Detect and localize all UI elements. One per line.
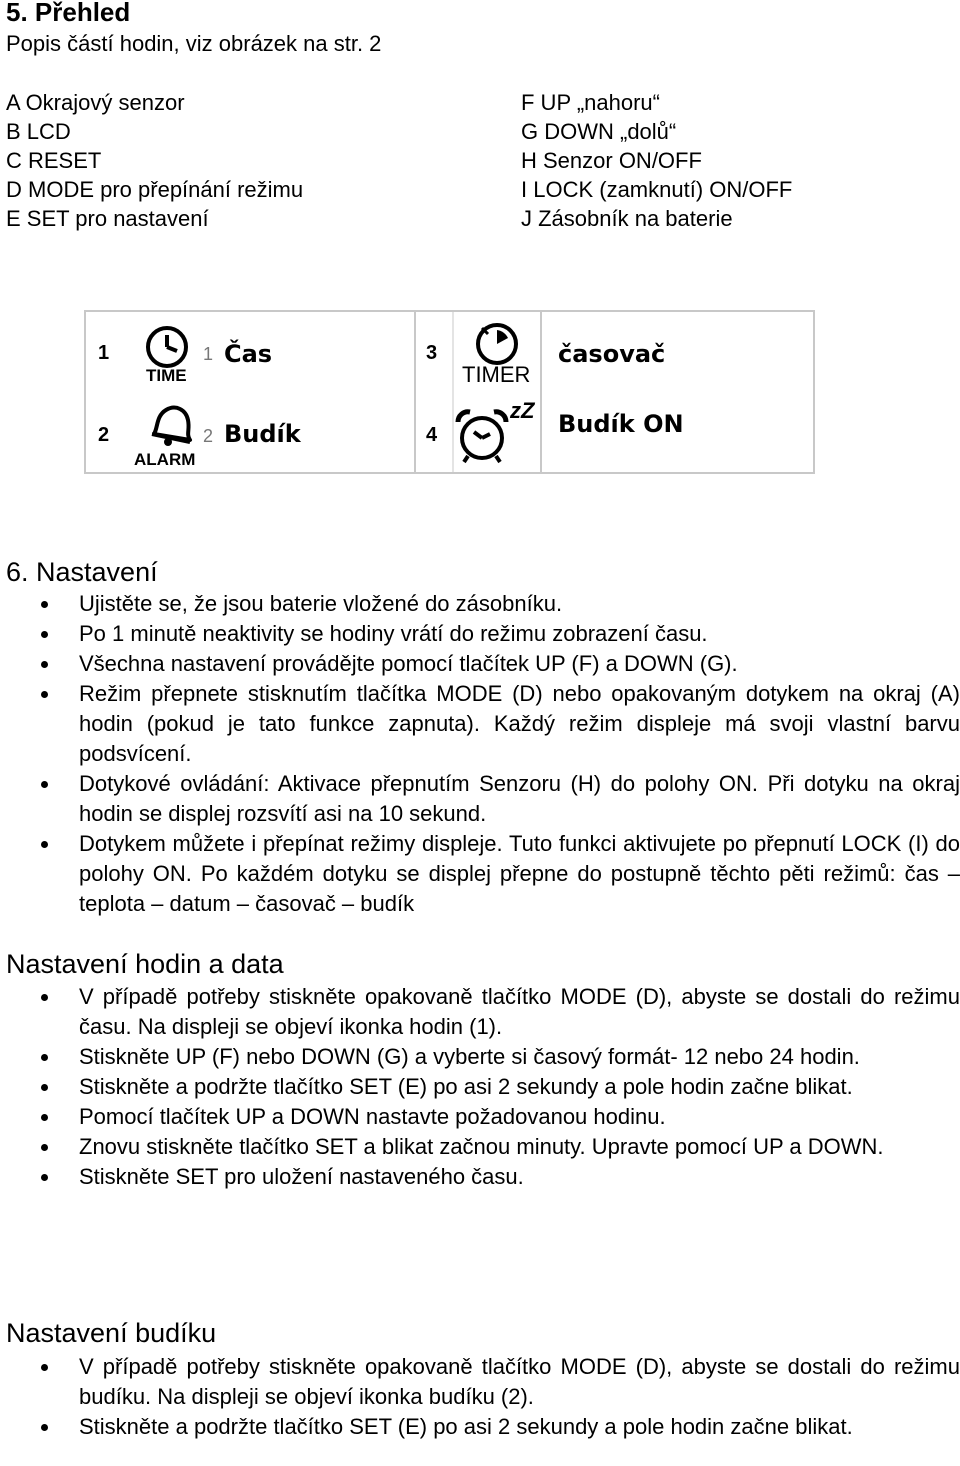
legend-label: Budík <box>224 420 301 448</box>
list-item: V případě potřeby stiskněte opakovaně tlačítko MODE (D), abyste se dostali do režimu času. Na displeji se objeví ikonka hodin (1). <box>0 982 960 1042</box>
list-item: Ujistěte se, že jsou baterie vložené do zásobníku. <box>0 589 960 619</box>
alarm-icon-caption: ALARM <box>134 450 196 469</box>
part-item: D MODE pro přepínání režimu <box>6 177 304 202</box>
bell-icon <box>144 400 196 450</box>
stray-mark: 1 <box>203 344 214 364</box>
list-item: V případě potřeby stiskněte opakovaně tlačítko MODE (D), abyste se dostali do režimu budíku. Na displeji se objeví ikonka budíku (2). <box>0 1352 960 1412</box>
legend-number: 1 <box>98 342 110 364</box>
part-item: G DOWN „dolů“ <box>521 119 677 144</box>
part-item: I LOCK (zamknutí) ON/OFF <box>521 177 793 202</box>
table-divider <box>540 312 542 472</box>
part-item: A Okrajový senzor <box>6 90 185 115</box>
list-item: Všechna nastavení provádějte pomocí tlačítek UP (F) a DOWN (G). <box>0 649 960 679</box>
list-item: Stiskněte SET pro uložení nastaveného času. <box>0 1162 960 1192</box>
alarm-title: Nastavení budíku <box>6 1318 217 1348</box>
timer-icon-caption: TIMER <box>462 362 531 387</box>
part-item: J Zásobník na baterie <box>521 206 733 231</box>
time-date-list <box>0 982 960 1192</box>
part-item: B LCD <box>6 119 71 144</box>
legend-number: 2 <box>98 424 110 446</box>
list-item: Stiskněte a podržte tlačítko SET (E) po asi 2 sekundy a pole hodin začne blikat. <box>0 1072 960 1102</box>
list-item: Režim přepnete stisknutím tlačítka MODE (D) nebo opakovaným dotykem na okraj (A) hodin (pokud je tato funkce zapnuta). Každý režim displeje má svoji vlastní barvu podsvícení. <box>0 679 960 769</box>
timer-icon <box>472 318 522 368</box>
list-item: Znovu stiskněte tlačítko SET a blikat začnou minuty. Upravte pomocí UP a DOWN. <box>0 1132 960 1162</box>
part-item: E SET pro nastavení <box>6 206 209 231</box>
section-5-title: 5. Přehled <box>6 0 131 27</box>
list-item: Pomocí tlačítek UP a DOWN nastavte požadovanou hodinu. <box>0 1102 960 1132</box>
section-6-list <box>0 589 960 919</box>
part-item: F UP „nahoru“ <box>521 90 660 115</box>
parts-list-left <box>6 88 303 233</box>
list-item: Dotykové ovládání: Aktivace přepnutím Senzoru (H) do polohy ON. Při dotyku na okraj hodin se displej rozsvítí asi na 10 sekund. <box>0 769 960 829</box>
parts-list-right <box>521 88 792 233</box>
list-item: Po 1 minutě neaktivity se hodiny vrátí do režimu zobrazení času. <box>0 619 960 649</box>
stray-mark: 2 <box>203 426 214 446</box>
section-6-title: 6. Nastavení <box>6 557 158 587</box>
legend-number: 3 <box>426 342 438 364</box>
table-divider <box>414 312 416 472</box>
legend-number: 4 <box>426 424 438 446</box>
list-item: Dotykem můžete i přepínat režimy displeje. Tuto funkci aktivujete po přepnutí LOCK (I) do polohy ON. Po každém dotyku se displej přepne do postupně těchto pěti režimů: čas – teplota – datum – časovač – budík <box>0 829 960 919</box>
zz-icon-caption: zZ <box>510 398 535 423</box>
part-item: C RESET <box>6 148 102 173</box>
legend-label: Budík ON <box>558 410 684 438</box>
time-icon-caption: TIME <box>146 366 187 385</box>
part-item: H Senzor ON/OFF <box>521 148 702 173</box>
legend-label: časovač <box>558 340 666 368</box>
list-item: Stiskněte UP (F) nebo DOWN (G) a vyberte si časový formát- 12 nebo 24 hodin. <box>0 1042 960 1072</box>
time-date-title: Nastavení hodin a data <box>6 949 284 979</box>
legend-label: Čas <box>224 340 273 368</box>
clock-icon <box>144 324 190 370</box>
list-item: Stiskněte a podržte tlačítko SET (E) po asi 2 sekundy a pole hodin začne blikat. <box>0 1412 960 1442</box>
alarm-list <box>0 1352 960 1442</box>
section-5-intro: Popis částí hodin, viz obrázek na str. 2 <box>6 31 382 56</box>
alarm-clock-icon <box>454 406 512 466</box>
icon-legend-table <box>84 310 815 474</box>
